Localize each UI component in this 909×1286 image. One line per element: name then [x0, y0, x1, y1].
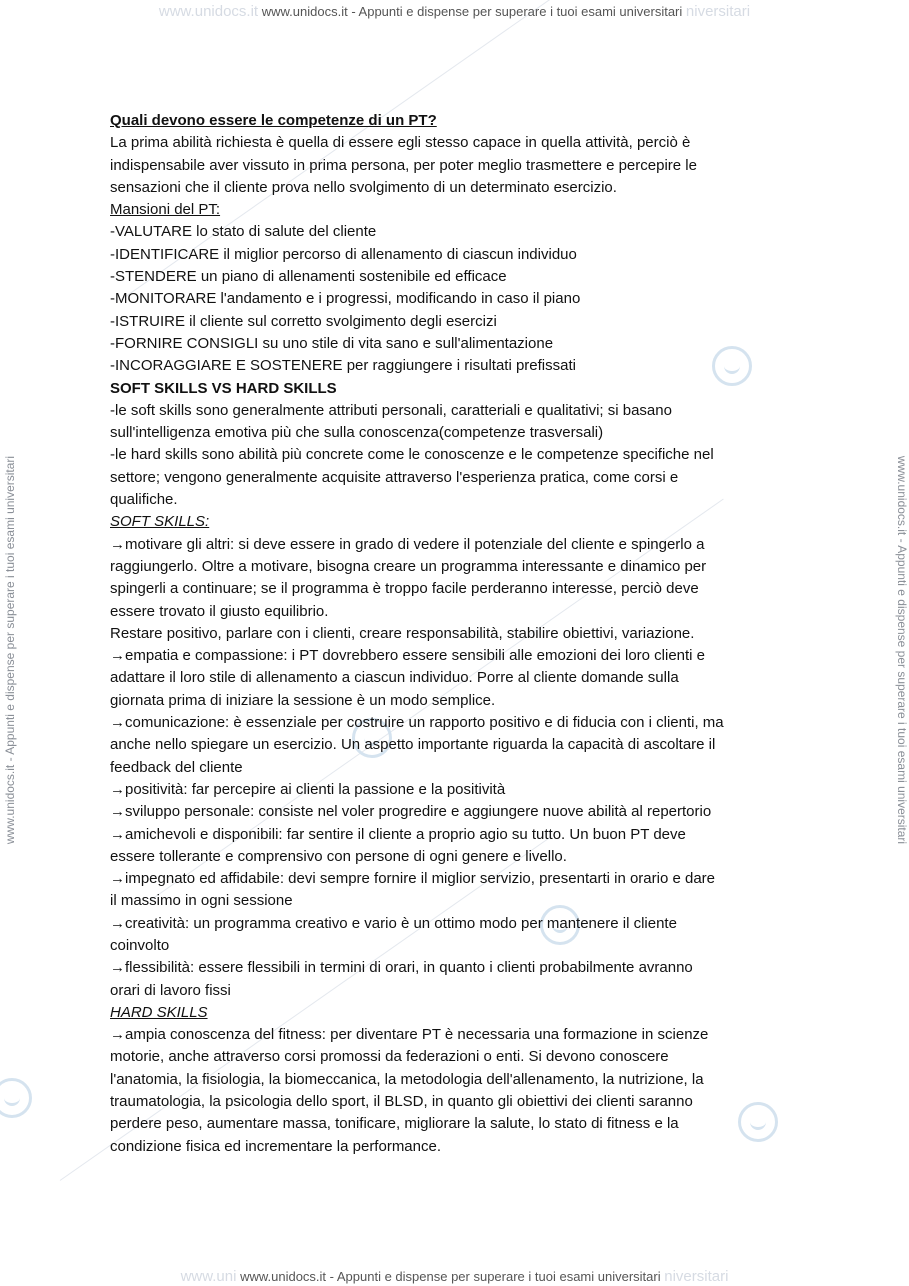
list-item: -MONITORARE l'andamento e i progressi, modificando in caso il piano — [110, 290, 581, 308]
paragraph-line: essere trovato il giusto equilibrio. — [110, 602, 329, 620]
paragraph-line: →motivare gli altri: si deve essere in grado di vedere il potenziale del cliente e spingerlo a — [110, 535, 705, 553]
paragraph-line: →creatività: un programma creativo e vario è un ottimo modo per mantenere il cliente — [110, 914, 677, 932]
paragraph-line: orari di lavoro fissi — [110, 981, 231, 999]
paragraph-line: →empatia e compassione: i PT dovrebbero essere sensibili alle emozioni dei loro clienti e — [110, 647, 706, 665]
watermark-header — [0, 3, 909, 20]
paragraph-line: qualifiche. — [110, 491, 178, 509]
watermark-ghost-text: www.uni — [180, 1268, 237, 1285]
paragraph-line: →amichevoli e disponibili: far sentire il cliente a proprio agio su tutto. Un buon PT deve — [110, 825, 686, 843]
section-heading-hard-skills: HARD SKILLS — [110, 1003, 208, 1021]
paragraph-line: →ampia conoscenza del fitness: per diventare PT è necessaria una formazione in scienze — [110, 1026, 709, 1044]
paragraph-line: condizione fisica ed incrementare la performance. — [110, 1137, 442, 1155]
paragraph-line: →flessibilità: essere flessibili in termini di orari, in quanto i clienti probabilmente avranno — [110, 959, 693, 977]
watermark-ghost-text: niversitari — [685, 3, 751, 20]
watermark-right-text: www.unidocs.it - Appunti e dispense per superare i tuoi esami universitari — [895, 455, 909, 845]
paragraph-line: sull'intelligenza emotiva più che sulla conoscenza(competenze trasversali) — [110, 424, 604, 442]
watermark-left-text: www.unidocs.it - Appunti e dispense per superare i tuoi esami universitari — [3, 455, 17, 845]
paragraph-line: anche nello spiegare un esercizio. Un aspetto importante riguarda la capacità di ascoltare il — [110, 736, 716, 754]
paragraph-line: -le hard skills sono abilità più concrete come le conoscenze e le competenze specifiche nel — [110, 446, 714, 464]
paragraph-line: →sviluppo personale: consiste nel voler progredire e aggiungere nuove abilità al repertorio — [110, 803, 712, 821]
watermark-header-text: www.unidocs.it - Appunti e dispense per superare i tuoi esami universitari — [261, 4, 683, 19]
section-heading-soft-skills: SOFT SKILLS: — [110, 513, 210, 531]
watermark-footer — [0, 1268, 909, 1285]
list-item: -VALUTARE lo stato di salute del cliente — [110, 223, 377, 241]
paragraph-line: adattare il loro stile di allenamento a ciascun individuo. Porre al cliente domande sulla — [110, 669, 679, 687]
watermark-ghost-text: niversitari — [664, 1268, 729, 1285]
paragraph-line: spingerli a continuare; se il programma è troppo facile perderanno interesse, perciò deve — [110, 580, 699, 598]
paragraph-line: motorie, anche attraverso corsi promossi da federazioni o enti. Si devono conoscere — [110, 1048, 669, 1066]
document-body — [110, 110, 810, 1158]
paragraph-line: →comunicazione: è essenziale per costruire un rapporto positivo e di fiducia con i clienti, ma — [110, 714, 724, 732]
paragraph-line: traumatologia, la psicologia dello sport, il BLSD, in quanto gli obiettivi dei clienti saranno — [110, 1093, 693, 1111]
list-item: -IDENTIFICARE il miglior percorso di allenamento di ciascun individuo — [110, 245, 577, 263]
paragraph-line: il massimo in ogni sessione — [110, 892, 293, 910]
paragraph-line: essere tollerante e comprensivo con persone di ogni genere e livello. — [110, 847, 567, 865]
paragraph-line: coinvolto — [110, 936, 170, 954]
paragraph-line: →positività: far percepire ai clienti la passione e la positività — [110, 780, 506, 798]
unidocs-logo-icon — [0, 1078, 32, 1118]
paragraph-line: raggiungerlo. Oltre a motivare, bisogna creare un programma interessante e dinamico per — [110, 557, 707, 575]
paragraph-line: feedback del cliente — [110, 758, 243, 776]
paragraph-line: →impegnato ed affidabile: devi sempre fornire il miglior servizio, presentarti in orario e dare — [110, 870, 716, 888]
paragraph-line: giornata prima di iniziare la sessione è un modo semplice. — [110, 691, 496, 709]
watermark-footer-text: www.unidocs.it - Appunti e dispense per superare i tuoi esami universitari — [240, 1269, 661, 1284]
list-item: -INCORAGGIARE E SOSTENERE per raggiungere i risultati prefissati — [110, 357, 576, 375]
paragraph-line: l'anatomia, la fisiologia, la biomeccanica, la metodologia dell'allenamento, la nutrizione, la — [110, 1070, 704, 1088]
section-heading-soft-vs-hard: SOFT SKILLS VS HARD SKILLS — [110, 379, 337, 397]
paragraph-line: La prima abilità richiesta è quella di essere egli stesso capace in quella attività, perciò è — [110, 134, 691, 152]
paragraph-line: Restare positivo, parlare con i clienti, creare responsabilità, stabilire obiettivi, variazione. — [110, 624, 695, 642]
list-item: -FORNIRE CONSIGLI su uno stile di vita sano e sull'alimentazione — [110, 334, 554, 352]
paragraph-line: indispensabile aver vissuto in prima persona, per poter meglio trasmettere e percepire le — [110, 156, 697, 174]
paragraph-line: -le soft skills sono generalmente attributi personali, caratteriali e qualitativi; si basano — [110, 401, 672, 419]
paragraph-line: sensazioni che il cliente prova nello svolgimento di un determinato esercizio. — [110, 178, 617, 196]
section-heading-mansioni: Mansioni del PT: — [110, 201, 221, 219]
list-item: -ISTRUIRE il cliente sul corretto svolgimento degli esercizi — [110, 312, 497, 330]
paragraph-line: perdere peso, aumentare massa, tonificare, migliorare la salute, lo stato di fitness e la — [110, 1115, 679, 1133]
list-item: -STENDERE un piano di allenamenti sostenibile ed efficace — [110, 268, 507, 286]
paragraph-line: settore; vengono generalmente acquisite attraverso l'esperienza pratica, come corsi e — [110, 468, 679, 486]
watermark-ghost-text: www.unidocs.it — [158, 3, 259, 20]
document-title: Quali devono essere le competenze di un PT? — [110, 112, 437, 129]
